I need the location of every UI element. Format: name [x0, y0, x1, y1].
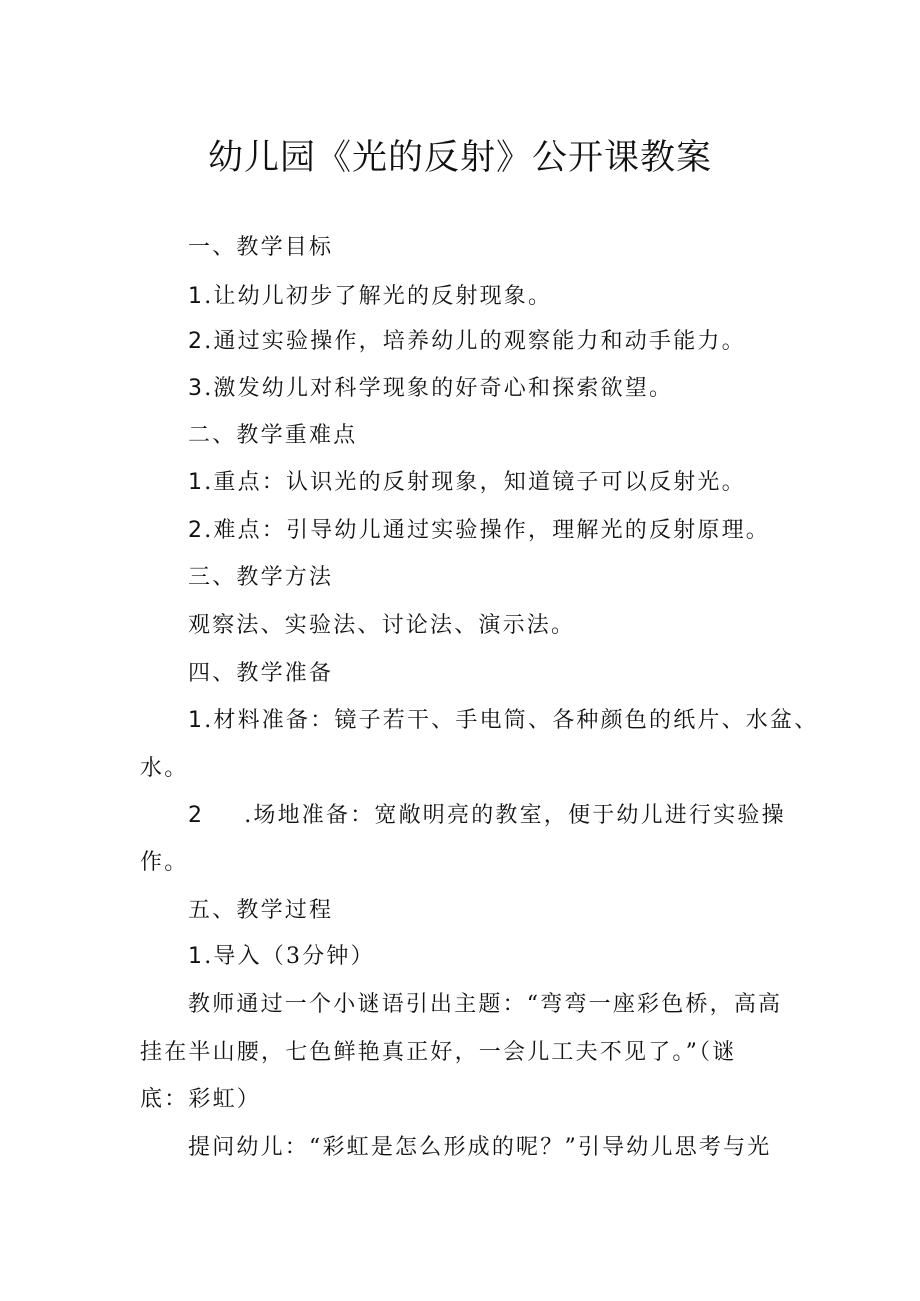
- list-item: [188, 801, 786, 831]
- section-heading-preparation: 四、教学准备: [188, 661, 334, 686]
- paragraph-line: 教师通过一个小谜语引出主题：“弯弯一座彩色桥，高高: [188, 992, 783, 1017]
- list-item: [188, 468, 746, 498]
- item-number: 1: [188, 944, 205, 969]
- item-text: .难点：引导幼儿通过实验操作，理解光的反射原理。: [204, 518, 770, 543]
- list-item: [188, 516, 770, 546]
- list-item-continuation: 水。: [140, 756, 189, 781]
- section-heading-process: 五、教学过程: [188, 898, 334, 923]
- section-heading-key-points: 二、教学重难点: [188, 423, 358, 448]
- item-text: .场地准备：宽敞明亮的教室，便于幼儿进行实验操: [244, 803, 786, 828]
- list-item: [188, 374, 673, 404]
- list-item-continuation: 作。: [140, 850, 189, 875]
- list-item: [188, 706, 818, 736]
- list-item: [188, 942, 375, 972]
- item-number: 1: [188, 470, 205, 495]
- item-number: 3: [188, 376, 205, 401]
- item-text: .材料准备：镜子若干、手电筒、各种颜色的纸片、水盆、: [204, 708, 819, 733]
- item-number: 1: [188, 708, 205, 733]
- paragraph-line: 挂在半山腰，七色鲜艳真正好，一会儿工夫不见了。”（谜: [140, 1040, 737, 1065]
- section-heading-objectives: 一、教学目标: [188, 235, 334, 260]
- item-text: .导入（3分钟）: [204, 944, 375, 969]
- methods-text: 观察法、实验法、讨论法、演示法。: [188, 613, 576, 638]
- item-text: .让幼儿初步了解光的反射现象。: [204, 284, 553, 309]
- item-number: 1: [188, 284, 205, 309]
- paragraph-line: 提问幼儿：“彩虹是怎么形成的呢？”引导幼儿思考与光: [188, 1135, 772, 1160]
- item-text: .通过实验操作，培养幼儿的观察能力和动手能力。: [204, 329, 746, 354]
- item-text: .重点：认识光的反射现象，知道镜子可以反射光。: [204, 470, 746, 495]
- item-text: .激发幼儿对科学现象的好奇心和探索欲望。: [204, 376, 674, 401]
- section-heading-methods: 三、教学方法: [188, 565, 334, 590]
- list-item: [188, 327, 746, 357]
- item-number: 2: [188, 329, 205, 354]
- document-title: 幼儿园《光的反射》公开课教案: [207, 138, 712, 178]
- list-item: [188, 282, 552, 312]
- item-number: 2: [188, 803, 205, 828]
- item-number: 2: [188, 518, 205, 543]
- paragraph-line: 底：彩虹）: [140, 1087, 262, 1112]
